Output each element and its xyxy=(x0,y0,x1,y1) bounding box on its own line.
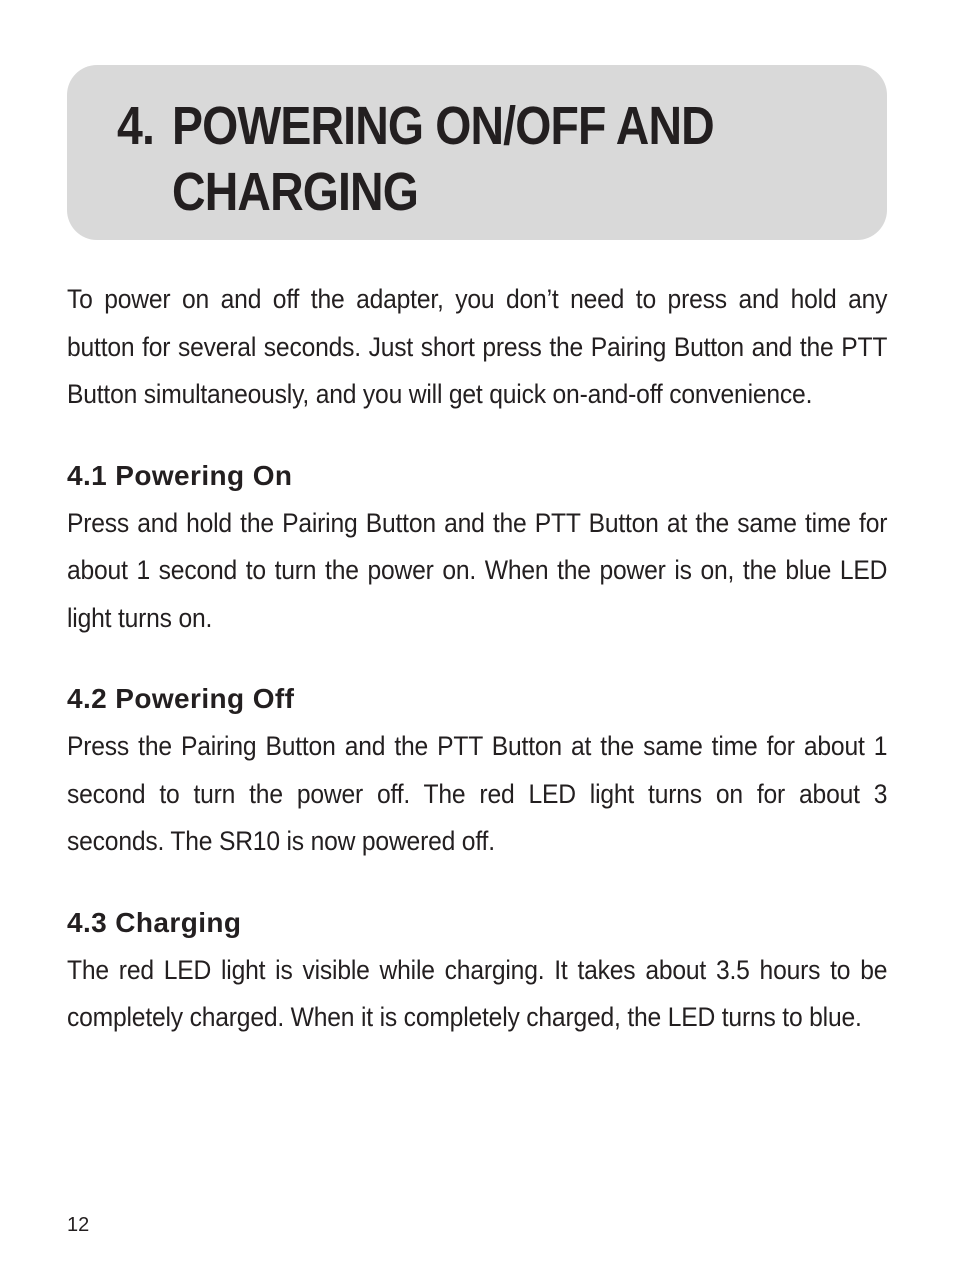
chapter-number: 4. xyxy=(117,96,155,156)
section-heading: 4.3 Charging xyxy=(67,906,242,938)
section-heading: 4.1 Powering On xyxy=(67,459,293,491)
section-powering-off xyxy=(67,679,887,866)
chapter-title-box xyxy=(67,65,887,240)
section-charging xyxy=(67,903,887,1042)
page-content xyxy=(67,276,887,1042)
section-body: Press and hold the Pairing Button and the PTT Button at the same time for about 1 second to turn the power on. When the power is on, the blue LED light turns on. xyxy=(67,507,888,633)
section-heading: 4.2 Powering Off xyxy=(67,683,295,714)
chapter-title-line-1: POWERING ON/OFF AND xyxy=(172,96,714,156)
section-body: The red LED light is visible while charging. It takes about 3.5 hours to be completely charged. When it is completely charged, the LED turns to blue. xyxy=(67,954,888,1032)
section-body: Press the Pairing Button and the PTT Button at the same time for about 1 second to turn the power off. The red LED light turns on for about 3 seconds. The SR10 is now powered off. xyxy=(67,731,888,856)
chapter-title-line-2: CHARGING xyxy=(172,162,418,222)
intro-paragraph: To power on and off the adapter, you don’t need to press and hold any button for several seconds. Just short press the Pairing Button and the PTT Button simultaneously, and you will get quick on-and-off convenience. xyxy=(67,284,888,409)
section-powering-on xyxy=(67,456,887,643)
page-number: 12 xyxy=(67,1214,90,1236)
chapter-title xyxy=(117,93,714,225)
